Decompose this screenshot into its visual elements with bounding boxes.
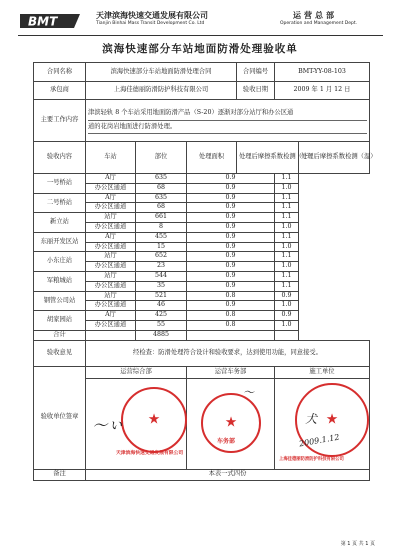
document-title: 滨海快速部分车站地面防滑处理验收单 (102, 43, 298, 55)
location-cell: 办公区通道 (86, 262, 136, 272)
area-cell: 661 (136, 213, 187, 223)
acceptance-label: 验收内容 (34, 142, 86, 174)
station-data-row (34, 213, 370, 223)
location-cell: 办公区通道 (86, 242, 136, 252)
dry-friction-cell: 0.9 (187, 193, 275, 203)
area-cell: 521 (136, 291, 187, 301)
dry-friction-cell: 0.9 (187, 262, 275, 272)
company-seal (121, 387, 187, 453)
wet-friction-cell: 1.1 (275, 213, 299, 223)
total-dry (187, 330, 275, 340)
col-header-location: 部位 (136, 142, 187, 174)
signoff-header-row (34, 366, 370, 378)
opinion-row (34, 340, 370, 366)
work-content-row (34, 100, 370, 142)
location-cell: A厅 (86, 232, 136, 242)
remark-label: 备注 (34, 469, 86, 480)
area-cell: 23 (136, 262, 187, 272)
station-data-row (34, 291, 370, 301)
location-cell: 办公区通道 (86, 222, 136, 232)
dry-friction-cell: 0.9 (187, 271, 275, 281)
location-cell: 办公区通道 (86, 281, 136, 291)
dry-friction-cell: 0.9 (187, 252, 275, 262)
company-name-cn: 天津滨海快速交通发展有限公司 (96, 11, 208, 20)
station-name: 胡家园站 (34, 311, 86, 331)
location-cell: 办公区通道 (86, 320, 136, 330)
area-cell: 68 (136, 183, 187, 193)
signoff-area-station (187, 378, 275, 469)
wet-friction-cell: 1.0 (275, 320, 299, 330)
station-name: 小东庄站 (34, 252, 86, 272)
area-cell: 455 (136, 232, 187, 242)
area-cell: 15 (136, 242, 187, 252)
work-content-label: 主要工作内容 (34, 100, 86, 142)
wet-friction-cell: 1.0 (275, 262, 299, 272)
wet-friction-cell: 1.1 (275, 271, 299, 281)
col-header-station: 车站 (86, 142, 136, 174)
dry-friction-cell: 0.9 (187, 203, 275, 213)
area-cell: 652 (136, 252, 187, 262)
signoff-area-ops (86, 378, 187, 469)
station-name: 一号桥站 (34, 174, 86, 194)
area-cell: 635 (136, 193, 187, 203)
wet-friction-cell: 1.1 (275, 252, 299, 262)
contract-no-value: BMT-YY-08-103 (275, 63, 370, 82)
signoff-unit-ops: 运营综合部 (86, 366, 187, 378)
signoff-label: 验收单位签章 (34, 366, 86, 469)
wet-friction-cell: 1.1 (275, 281, 299, 291)
location-cell: 站厅 (86, 291, 136, 301)
remark-text: 本表一式四份 (86, 469, 370, 480)
dry-friction-cell: 0.9 (187, 183, 275, 193)
station-data-row (34, 193, 370, 203)
work-content-line: 津滨轻轨 8 个车站采用地面防滑产品（S-20）逐渐对部分站厅和办公区通 (88, 107, 367, 121)
station-name: 二号桥站 (34, 193, 86, 213)
area-cell: 635 (136, 174, 187, 184)
location-cell: A厅 (86, 311, 136, 321)
location-cell: 站厅 (86, 213, 136, 223)
signoff-unit-contractor: 施工单位 (275, 366, 370, 378)
total-value: 4885 (136, 330, 187, 340)
work-content-line: 道的花岗岩地面进行防滑处理。 (88, 121, 367, 135)
col-header-wet: 处理后摩擦系数检测（湿） (299, 142, 370, 174)
signoff-area-contractor (275, 378, 370, 469)
contractor-row (34, 82, 370, 100)
wet-friction-cell: 1.0 (275, 242, 299, 252)
station-name: 钢管公司站 (34, 291, 86, 311)
location-cell: A厅 (86, 174, 136, 184)
seal-text-station: 车务部 (217, 437, 236, 445)
station-name: 东丽开发区站 (34, 232, 86, 252)
contract-name-value: 滨海快速部分车站地面防滑处理合同 (86, 63, 237, 82)
dry-friction-cell: 0.8 (187, 311, 275, 321)
total-wet (275, 330, 299, 340)
wet-friction-cell: 1.1 (275, 232, 299, 242)
area-cell: 425 (136, 311, 187, 321)
dry-friction-cell: 0.9 (187, 222, 275, 232)
contract-name-label: 合同名称 (34, 63, 86, 82)
area-cell: 35 (136, 281, 187, 291)
area-cell: 544 (136, 271, 187, 281)
acceptance-form-table (33, 62, 377, 481)
wet-friction-cell: 1.0 (275, 222, 299, 232)
department-name-en: Operation and Management Dept. (280, 21, 358, 26)
contractor-value: 上海佳德丽防滑防护科技有限公司 (86, 82, 237, 100)
dry-friction-cell: 0.9 (187, 232, 275, 242)
acceptance-date-label: 验收日期 (237, 82, 275, 100)
wet-friction-cell: 0.9 (275, 291, 299, 301)
total-row (34, 330, 370, 340)
dry-friction-cell: 0.8 (187, 320, 275, 330)
location-cell: A厅 (86, 193, 136, 203)
area-cell: 68 (136, 203, 187, 213)
col-header-dry: 处理后摩擦系数检测（干） (237, 142, 299, 174)
station-data-row (34, 174, 370, 184)
acceptance-header-row (34, 142, 370, 174)
station-data-row (34, 271, 370, 281)
station-name: 新立站 (34, 213, 86, 233)
dry-friction-cell: 0.9 (187, 174, 275, 184)
total-label: 合计 (34, 330, 86, 340)
wet-friction-cell: 1.1 (275, 174, 299, 184)
letterhead (18, 4, 388, 34)
station-data-row (34, 252, 370, 262)
wet-friction-cell: 0.9 (275, 311, 299, 321)
acceptance-date-value: 2009 年 1 月 12 日 (275, 82, 370, 100)
area-cell: 55 (136, 320, 187, 330)
handwritten-signature-ops: 〜ぃ (90, 412, 126, 436)
page-number: 第 1 页 共 1 页 (340, 541, 375, 547)
handwritten-signature-station: 〜 (243, 385, 254, 399)
company-name-en: Tianjin Binhai Mass Transit Development Co. Ltd (96, 21, 205, 26)
station-data-row (34, 232, 370, 242)
dry-friction-cell: 0.9 (187, 301, 275, 311)
wet-friction-cell: 1.0 (275, 183, 299, 193)
wet-friction-cell: 1.1 (275, 193, 299, 203)
opinion-label: 验收意见 (34, 340, 86, 366)
location-cell: 办公区通道 (86, 301, 136, 311)
contract-no-label: 合同编号 (237, 63, 275, 82)
seal-text-ops: 天津滨海快速交通发展有限公司 (116, 449, 184, 456)
dry-friction-cell: 0.9 (187, 242, 275, 252)
work-content-value (86, 100, 370, 142)
seal-text-contractor: 上海佳德丽防滑防护科技有限公司 (279, 456, 344, 462)
station-rows (34, 174, 370, 331)
location-cell: 办公区通道 (86, 183, 136, 193)
col-header-area: 处理面积 (187, 142, 237, 174)
dry-friction-cell: 0.9 (187, 213, 275, 223)
header-rule (18, 35, 383, 36)
area-cell: 46 (136, 301, 187, 311)
location-cell: 站厅 (86, 271, 136, 281)
signoff-unit-station: 运营车务部 (187, 366, 275, 378)
area-cell: 8 (136, 222, 187, 232)
location-cell: 站厅 (86, 252, 136, 262)
contractor-label: 承包商 (34, 82, 86, 100)
company-logo (18, 10, 82, 32)
handwritten-signature-contractor: 犬 (305, 411, 318, 426)
opinion-text: 经检查：防滑处理符合设计和验收要求，达到使用功能，同意接受。 (86, 340, 370, 366)
wet-friction-cell: 1.1 (275, 203, 299, 213)
department-name-cn: 运营总部 (293, 11, 337, 20)
location-cell: 办公区通道 (86, 203, 136, 213)
logo-text: BMT (28, 14, 58, 29)
contract-row (34, 63, 370, 82)
wet-friction-cell: 1.0 (275, 301, 299, 311)
station-name: 军粮城站 (34, 271, 86, 291)
dry-friction-cell: 0.9 (187, 281, 275, 291)
signature-date: 2009.1.12 (298, 432, 341, 449)
total-location (86, 330, 136, 340)
dry-friction-cell: 0.8 (187, 291, 275, 301)
station-data-row (34, 311, 370, 321)
remark-row (34, 469, 370, 480)
